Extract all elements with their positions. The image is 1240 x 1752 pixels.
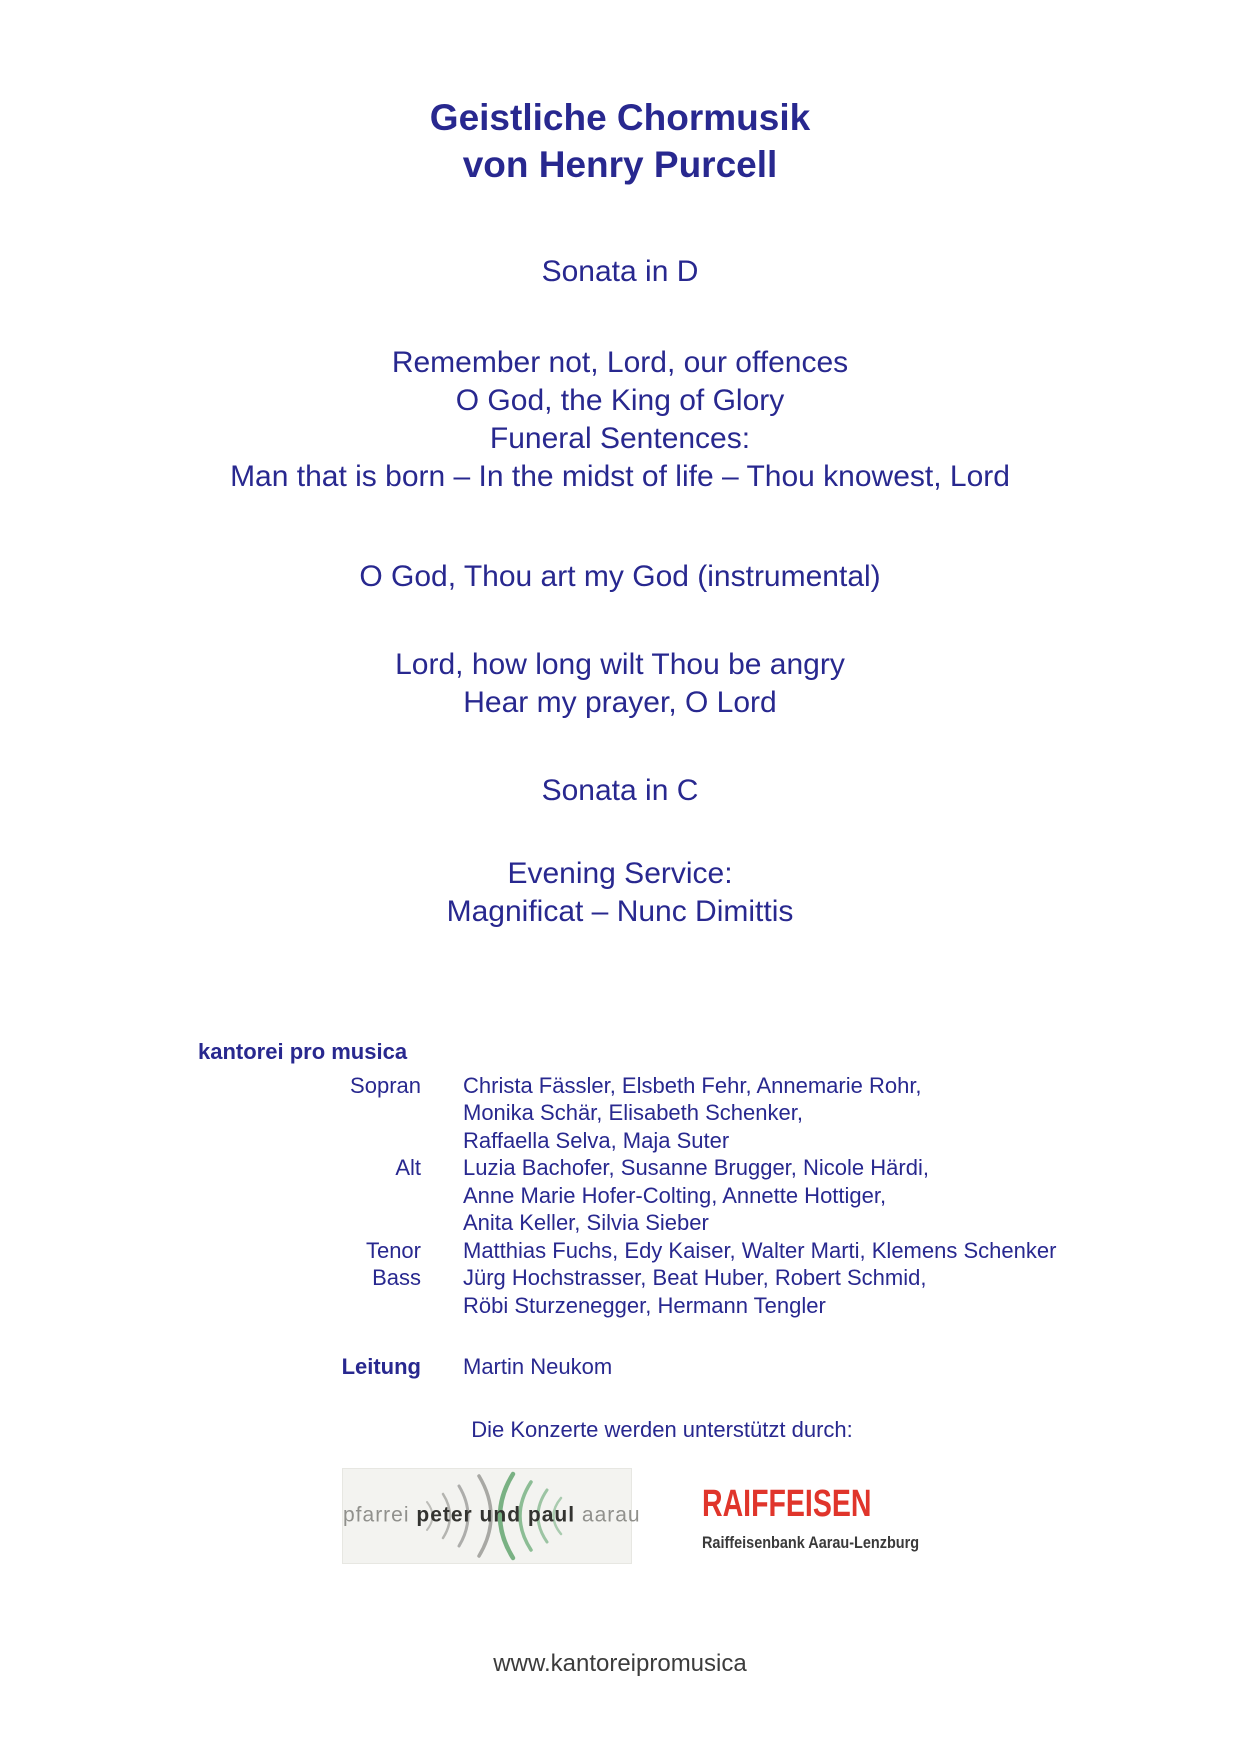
program-group-6 (0, 855, 1240, 931)
program-group-3 (0, 558, 1240, 596)
choir-name-header: kantorei pro musica (198, 1039, 408, 1064)
program-line: Hear my prayer, O Lord (463, 686, 777, 719)
voice-names-line: Raffaella Selva, Maja Suter (463, 1127, 730, 1153)
voice-names-line: Christa Fässler, Elsbeth Fehr, Annemarie Rohr, (463, 1072, 922, 1098)
voice-label-bass: Bass (372, 1265, 421, 1290)
program-list (0, 253, 1240, 931)
program-group-4 (0, 646, 1240, 722)
voice-label-alt: Alt (395, 1155, 421, 1180)
pfarrei-peter-und-paul-logo (342, 1468, 641, 1564)
conductor-row (198, 1353, 1128, 1381)
program-group-1 (0, 253, 1240, 291)
voice-names-line: Matthias Fuchs, Edy Kaiser, Walter Marti, Klemens Schenker (463, 1237, 1057, 1263)
voice-names-line: Röbi Sturzenegger, Hermann Tengler (463, 1292, 826, 1318)
program-line: Sonata in D (541, 255, 699, 288)
raiffeisen-subtitle: Raiffeisenbank Aarau-Lenzburg (702, 1533, 920, 1552)
page-title (0, 94, 1240, 188)
choir-section (198, 1038, 1128, 1381)
voice-names-line: Anne Marie Hofer-Colting, Annette Hottiger, (463, 1182, 887, 1208)
choir-member-table (198, 1072, 1128, 1320)
voice-names-bass (463, 1264, 1128, 1319)
voice-names-line: Luzia Bachofer, Susanne Brugger, Nicole Härdi, (463, 1155, 929, 1180)
voice-label-sopran: Sopran (350, 1072, 421, 1098)
sponsor-intro-text: Die Konzerte werden unterstützt durch: (471, 1417, 853, 1442)
program-line: Man that is born – In the midst of life – Thou knowest, Lord (230, 460, 1010, 493)
program-group-5 (0, 772, 1240, 810)
pfarrei-logo-word-peter-und-paul: peter und paul (416, 1503, 576, 1527)
raiffeisen-wordmark: RAIFFEISEN (702, 1483, 872, 1525)
voice-names-tenor (463, 1237, 1128, 1265)
voice-names-line: Jürg Hochstrasser, Beat Huber, Robert Schmid, (463, 1265, 927, 1290)
program-line: Sonata in C (541, 774, 699, 807)
voice-names-sopran (463, 1072, 1128, 1155)
voice-names-line: Anita Keller, Silvia Sieber (463, 1210, 709, 1235)
program-line: Evening Service: (507, 857, 733, 890)
program-group-2 (0, 344, 1240, 496)
program-line: O God, Thou art my God (instrumental) (359, 560, 881, 593)
raiffeisen-logo (702, 1484, 1102, 1553)
voice-names-line: Monika Schär, Elisabeth Schenker, (463, 1100, 803, 1125)
program-line: O God, the King of Glory (455, 384, 785, 417)
voice-label-tenor: Tenor (365, 1237, 421, 1263)
page-title-line2: von Henry Purcell (462, 144, 778, 185)
page-title-line1: Geistliche Chormusik (429, 97, 811, 138)
pfarrei-logo-word-pfarrei: pfarrei (343, 1503, 410, 1527)
pfarrei-logo-text (343, 1503, 641, 1528)
program-line: Magnificat – Nunc Dimittis (446, 895, 794, 928)
program-line: Funeral Sentences: (489, 422, 751, 455)
conductor-label: Leitung (341, 1354, 421, 1379)
website-footer: www.kantoreipromusica (493, 1650, 747, 1677)
conductor-name: Martin Neukom (463, 1354, 613, 1379)
program-line: Lord, how long wilt Thou be angry (395, 648, 845, 681)
voice-names-alt (463, 1154, 1128, 1237)
program-line: Remember not, Lord, our offences (391, 346, 849, 379)
pfarrei-logo-word-aarau: aarau (581, 1503, 641, 1527)
